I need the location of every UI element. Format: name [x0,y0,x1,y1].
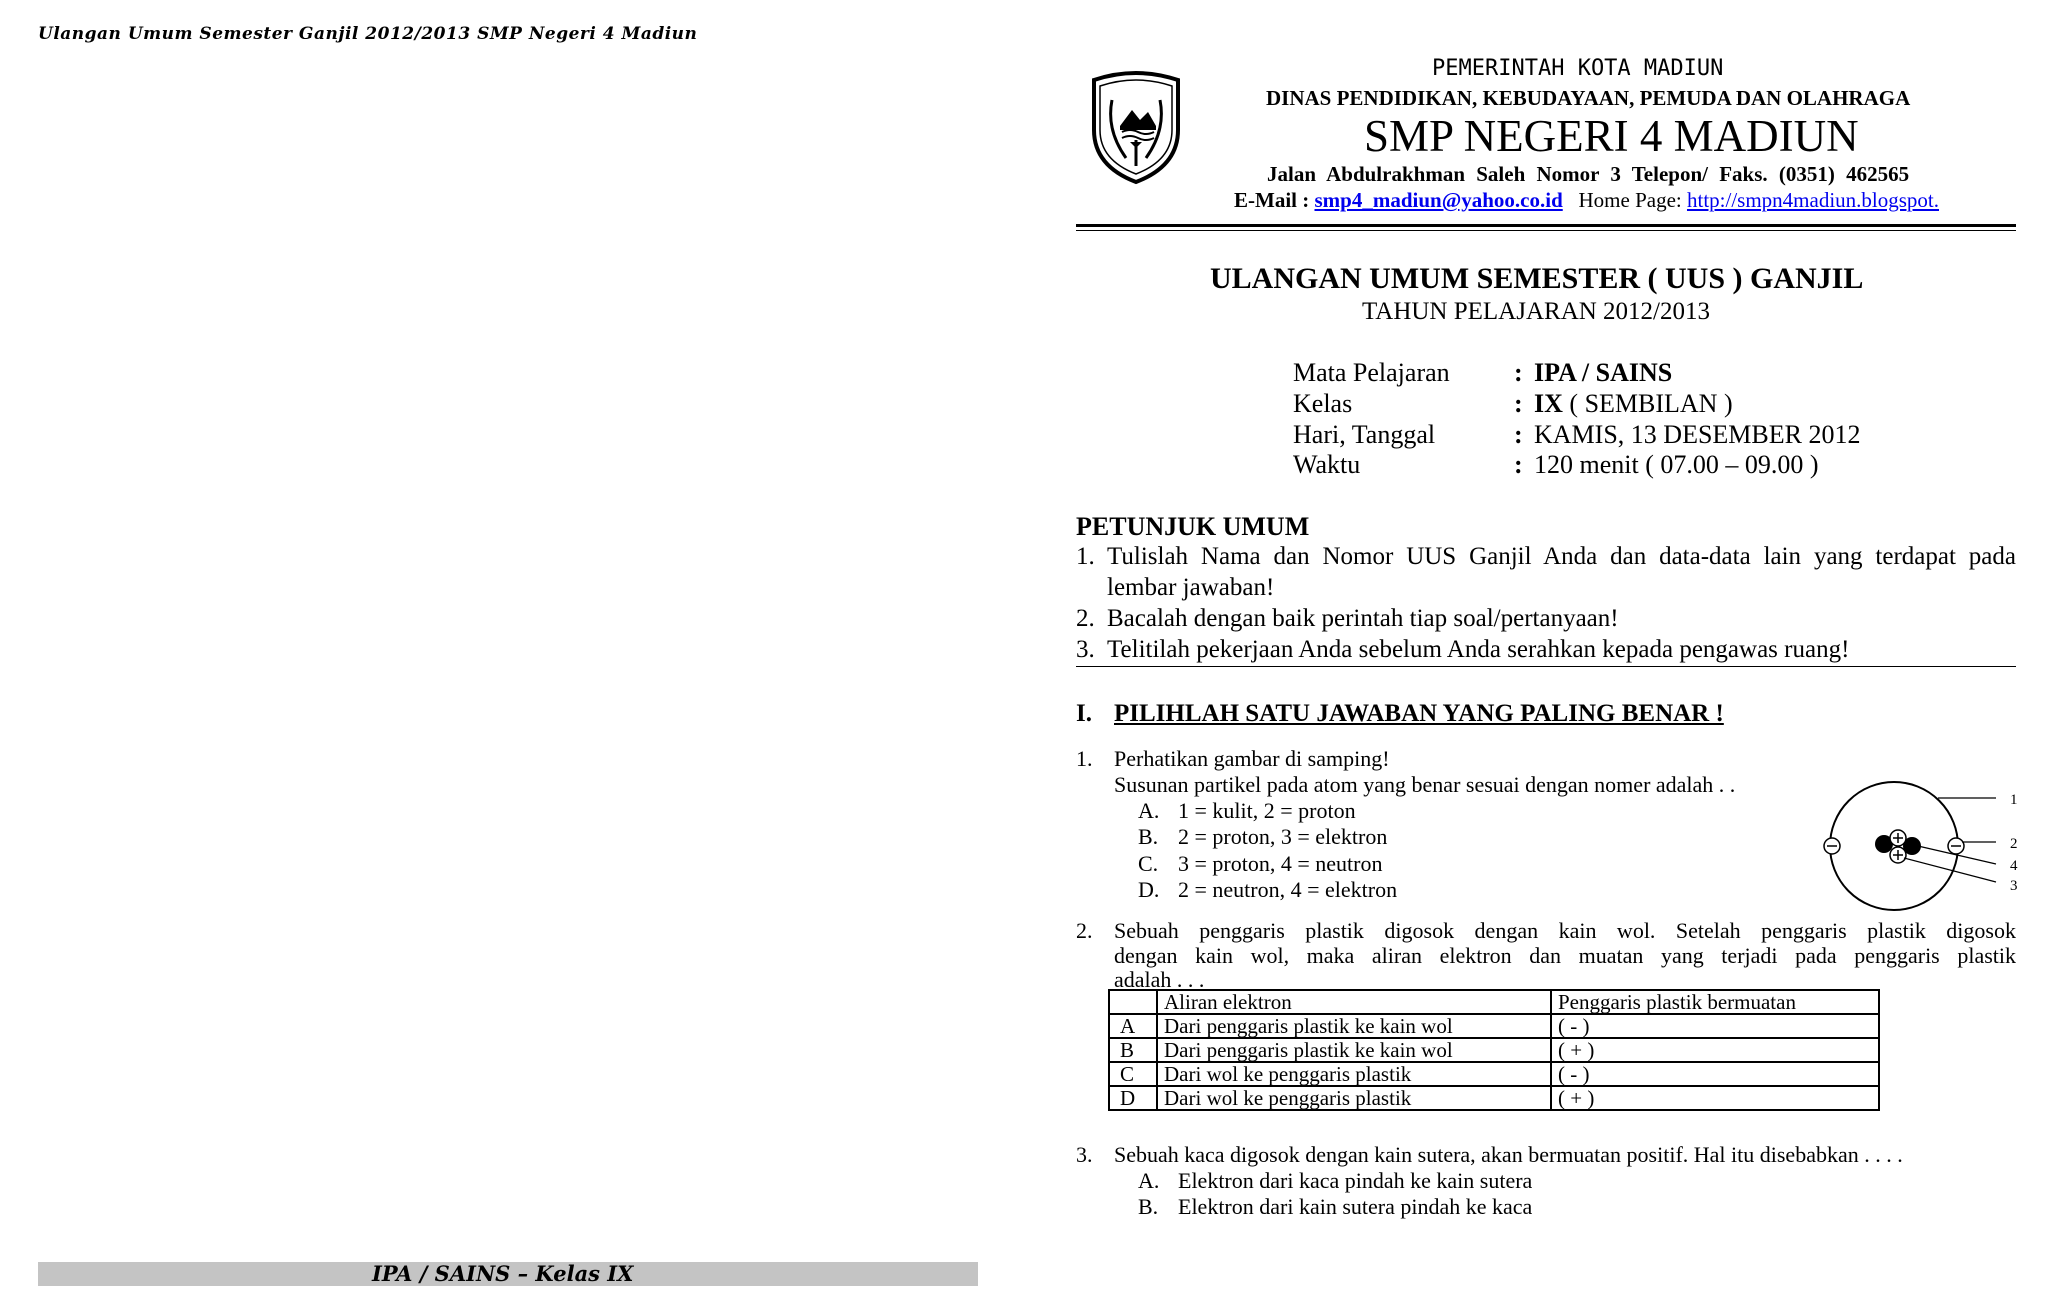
question-text: Sebuah kaca digosok dengan kain sutera, akan bermuatan positif. Hal itu disebabkan . . . . [1114,1142,1903,1167]
table-cell: Dari wol ke penggaris plastik [1157,1062,1551,1086]
option-letter: C. [1138,851,1159,876]
instruction-text: Bacalah dengan baik perintah tiap soal/pertanyaan! [1107,605,1619,632]
instruction-text: lembar jawaban! [1107,574,1275,601]
school-address: Jalan Abdulrakhman Saleh Nomor 3 Telepon/ Faks. (0351) 462565 [1267,162,1910,186]
class-number: IX [1534,389,1563,418]
question-text: Susunan partikel pada atom yang benar sesuai dengan nomer adalah . . [1114,772,1736,797]
letterhead-rule-thick [1076,224,2016,227]
table-cell: ( - ) [1551,1062,1879,1086]
homepage-label: Home Page: [1578,188,1682,212]
question-number: 2. [1076,918,1093,943]
instruction-number: 2. [1076,605,1095,632]
option-text: 2 = proton, 3 = elektron [1178,824,1388,849]
diagram-label: 1 [2010,792,2018,808]
table-cell: ( + ) [1551,1086,1879,1110]
exam-year: TAHUN PELAJARAN 2012/2013 [1362,298,1710,325]
table-row [1109,1086,1879,1110]
table-cell: ( - ) [1551,1014,1879,1038]
info-colon: : [1514,450,1523,479]
option-text: Elektron dari kaca pindah ke kain sutera [1178,1168,1533,1193]
question-text: dengan kain wol, maka aliran elektron dan muatan yang terjadi pada penggaris plastik [1114,943,2016,968]
instruction-number: 3. [1076,636,1095,663]
option-letter: B. [1138,824,1159,849]
footer-text: IPA / SAINS – Kelas IX [372,1261,634,1286]
school-name: SMP NEGERI 4 MADIUN [1364,111,1859,161]
instructions-heading: PETUNJUK UMUM [1076,512,1310,541]
homepage-link[interactable]: http://smpn4madiun.blogspot. [1686,188,1939,212]
table-cell: B [1109,1038,1157,1062]
info-label-date: Hari, Tanggal [1293,420,1436,449]
diagram-label: 3 [2010,878,2018,894]
info-label-time: Waktu [1293,450,1361,479]
section-number: I. [1076,700,1092,727]
table-cell: Dari wol ke penggaris plastik [1157,1086,1551,1110]
table-cell: Dari penggaris plastik ke kain wol [1157,1038,1551,1062]
info-value-subject: IPA / SAINS [1534,358,1673,387]
table-cell: C [1109,1062,1157,1086]
info-label-class: Kelas [1293,389,1353,418]
info-colon: : [1514,420,1523,449]
answer-table [1108,989,1880,1111]
option-letter: A. [1138,1168,1160,1193]
table-row [1109,1038,1879,1062]
info-value-time: 120 menit ( 07.00 – 09.00 ) [1534,450,1819,479]
diagram-label: 2 [2010,836,2018,852]
instruction-text: Telitilah pekerjaan Anda sebelum Anda serahkan kepada pengawas ruang! [1107,636,1850,663]
table-row [1109,1062,1879,1086]
info-label-subject: Mata Pelajaran [1293,358,1450,387]
option-letter: A. [1138,798,1160,823]
government-name: PEMERINTAH KOTA MADIUN [1432,56,1724,81]
exam-title: ULANGAN UMUM SEMESTER ( UUS ) GANJIL [1210,262,1864,295]
instruction-text: Tulislah Nama dan Nomor UUS Ganjil Anda dan data-data lain yang terdapat pada [1107,543,2016,570]
city-crest-logo [1086,70,1186,186]
atom-shell [1830,782,1958,910]
email-label: E-Mail : [1234,188,1310,212]
option-text: Elektron dari kain sutera pindah ke kaca [1178,1194,1533,1219]
letterhead-rule-thin [1076,230,2016,231]
option-letter: B. [1138,1194,1159,1219]
section-title: PILIHLAH SATU JAWABAN YANG PALING BENAR ! [1114,700,1724,727]
class-words: ( SEMBILAN ) [1562,389,1733,418]
table-header-cell: Aliran elektron [1157,990,1551,1014]
question-number: 1. [1076,746,1093,771]
table-cell: A [1109,1014,1157,1038]
table-cell: Dari penggaris plastik ke kain wol [1157,1014,1551,1038]
table-cell: D [1109,1086,1157,1110]
table-row [1109,1014,1879,1038]
question-number: 3. [1076,1142,1093,1167]
info-colon: : [1514,389,1523,418]
table-header-cell: Penggaris plastik bermuatan [1551,990,1879,1014]
department-name: DINAS PENDIDIKAN, KEBUDAYAAN, PEMUDA DAN OLAHRAGA [1266,86,1911,110]
table-header-row [1109,990,1879,1014]
option-text: 1 = kulit, 2 = proton [1178,798,1356,823]
question-text: adalah . . . [1114,967,1205,992]
option-letter: D. [1138,877,1160,902]
info-colon: : [1514,358,1523,387]
question-text: Perhatikan gambar di samping! [1114,746,1390,771]
info-value-class [1534,389,1733,419]
info-value-date: KAMIS, 13 DESEMBER 2012 [1534,420,1861,449]
email-link[interactable]: smp4_madiun@yahoo.co.id [1314,188,1563,212]
diagram-label: 4 [2010,858,2018,874]
instruction-number: 1. [1076,543,1095,570]
table-header-cell [1109,990,1157,1014]
contact-line [1234,188,1939,213]
atom-diagram [1818,776,2028,916]
question-text: Sebuah penggaris plastik digosok dengan kain wol. Setelah penggaris plastik digosok [1114,918,2016,943]
option-text: 2 = neutron, 4 = elektron [1178,877,1398,902]
running-header: Ulangan Umum Semester Ganjil 2012/2013 SMP Negeri 4 Madiun [38,24,698,44]
instructions-rule [1076,666,2016,667]
option-text: 3 = proton, 4 = neutron [1178,851,1383,876]
table-cell: ( + ) [1551,1038,1879,1062]
